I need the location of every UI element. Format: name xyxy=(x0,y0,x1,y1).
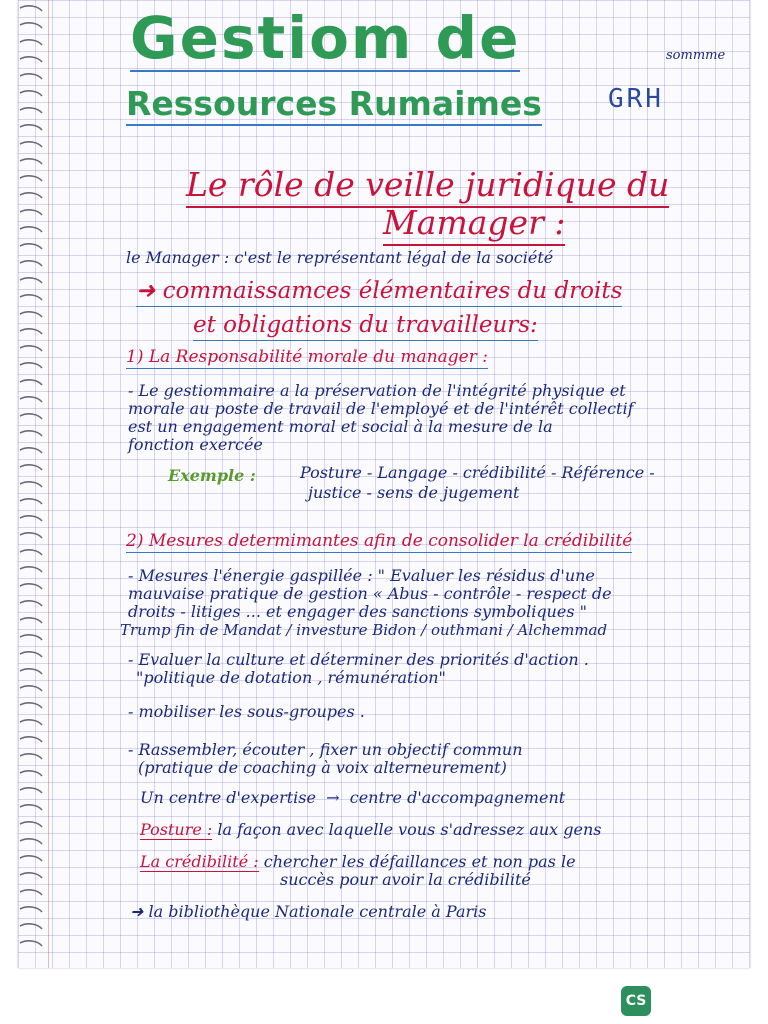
spiral-ring xyxy=(20,329,42,334)
spiral-ring xyxy=(20,771,42,776)
spiral-ring xyxy=(20,567,42,572)
main-heading: Gestiom de xyxy=(130,4,521,72)
example-line2: justice - sens de jugement xyxy=(308,483,520,502)
section-1-heading: 1) La Responsabilité morale du manager : xyxy=(126,347,488,367)
measure-1-line3: droits - litiges ... et engager des sanctions symboliques " xyxy=(128,602,587,621)
grh-label: GRH xyxy=(608,84,664,114)
spiral-ring xyxy=(20,618,42,623)
main-subheading: Ressources Rumaimes xyxy=(126,84,542,126)
spiral-ring xyxy=(20,278,42,283)
spiral-ring xyxy=(20,839,42,844)
spiral-ring xyxy=(20,108,42,113)
measure-4-line2: (pratique de coaching à voix alterneurement) xyxy=(138,758,507,777)
spiral-ring xyxy=(20,397,42,402)
spiral-ring xyxy=(20,499,42,504)
measure-2-line2: "politique de dotation , rémunération" xyxy=(136,668,446,687)
spiral-ring xyxy=(20,873,42,878)
spiral-ring xyxy=(20,414,42,419)
measure-6: Posture : la façon avec laquelle vous s'adressez aux gens xyxy=(140,820,602,839)
spiral-ring xyxy=(20,210,42,215)
measure-7-line2: succès pour avoir la crédibilité xyxy=(280,870,531,889)
spiral-ring xyxy=(20,159,42,164)
measure-8: ➜ la bibliothèque Nationale centrale à Paris xyxy=(130,902,487,921)
spiral-ring xyxy=(20,193,42,198)
margin-note: sommme xyxy=(666,48,726,63)
measure-4-line1: - Rassembler, écouter , fixer un objectif commun xyxy=(128,740,523,759)
spiral-ring xyxy=(20,23,42,28)
spiral-ring xyxy=(20,482,42,487)
spiral-ring xyxy=(20,584,42,589)
right-arrow-icon: → xyxy=(321,788,350,807)
spiral-ring xyxy=(20,805,42,810)
spiral-ring xyxy=(20,635,42,640)
topic-title-line2: Mamager : xyxy=(383,202,565,246)
paragraph-1-line2: morale au poste de travail de l'employé et de l'intérêt collectif xyxy=(128,399,634,418)
spiral-ring xyxy=(20,142,42,147)
credibility-label: La crédibilité : xyxy=(140,852,259,871)
spiral-ring xyxy=(20,907,42,912)
margin-line xyxy=(48,0,49,968)
camscanner-logo-icon: CS xyxy=(621,986,651,1016)
posture-label: Posture : xyxy=(140,820,213,839)
spiral-ring xyxy=(20,788,42,793)
spiral-ring xyxy=(20,57,42,62)
spiral-ring xyxy=(20,448,42,453)
measure-5: Un centre d'expertise → centre d'accompagnement xyxy=(140,788,566,807)
spiral-ring xyxy=(20,516,42,521)
knowledge-line1: ➜ commaissamces élémentaires du droits xyxy=(136,276,622,307)
spiral-ring xyxy=(20,380,42,385)
bullet-arrow-icon: ➜ xyxy=(130,902,149,921)
notebook-page xyxy=(18,0,750,968)
measure-7-line1: La crédibilité : chercher les défaillances et non pas le xyxy=(140,852,576,871)
spiral-ring xyxy=(20,669,42,674)
spiral-ring xyxy=(20,720,42,725)
spiral-ring xyxy=(20,295,42,300)
paragraph-1-line4: fonction exercée xyxy=(128,435,263,454)
spiral-ring xyxy=(20,227,42,232)
spiral-ring xyxy=(20,312,42,317)
measure-3: - mobiliser les sous-groupes . xyxy=(128,702,365,721)
spiral-ring xyxy=(20,40,42,45)
example-line1: Posture - Langage - crédibilité - Référence - xyxy=(300,463,655,482)
spiral-ring xyxy=(20,754,42,759)
spiral-ring xyxy=(20,363,42,368)
measure-2-line1: - Evaluer la culture et déterminer des priorités d'action . xyxy=(128,650,589,669)
paragraph-1-line1: - Le gestiommaire a la préservation de l'intégrité physique et xyxy=(128,381,626,400)
measure-1-line1: - Mesures l'énergie gaspillée : " Evaluer les résidus d'une xyxy=(128,566,595,585)
spiral-ring xyxy=(20,652,42,657)
spiral-ring xyxy=(20,703,42,708)
section-2-heading: 2) Mesures determimantes afin de consolider la crédibilité xyxy=(126,531,633,551)
spiral-ring xyxy=(20,91,42,96)
spiral-ring xyxy=(20,924,42,929)
spiral-ring xyxy=(20,941,42,946)
manager-definition: le Manager : c'est le représentant légal de la société xyxy=(126,248,554,267)
spiral-ring xyxy=(20,244,42,249)
spiral-ring xyxy=(20,890,42,895)
spiral-ring xyxy=(20,74,42,79)
spiral-ring xyxy=(20,686,42,691)
measure-1-line4: Trump fin de Mandat / investure Bidon / outhmani / Alchemmad xyxy=(120,621,608,639)
spiral-ring xyxy=(20,6,42,11)
spiral-ring xyxy=(20,737,42,742)
spiral-ring xyxy=(20,261,42,266)
spiral-ring xyxy=(20,176,42,181)
spiral-ring xyxy=(20,550,42,555)
spiral-ring xyxy=(20,125,42,130)
spiral-ring xyxy=(20,465,42,470)
topic-title-line1: Le rôle de veille juridique du xyxy=(186,164,669,208)
spiral-ring xyxy=(20,533,42,538)
spiral-ring xyxy=(20,346,42,351)
knowledge-line2: et obligations du travailleurs: xyxy=(193,310,538,341)
example-label: Exemple : xyxy=(168,466,256,485)
spiral-ring xyxy=(20,822,42,827)
spiral-ring xyxy=(20,856,42,861)
bullet-arrow-icon: ➜ xyxy=(136,278,163,304)
spiral-ring xyxy=(20,601,42,606)
measure-1-line2: mauvaise pratique de gestion « Abus - contrôle - respect de xyxy=(128,584,612,603)
spiral-ring xyxy=(20,431,42,436)
spiral-binding xyxy=(18,0,48,968)
paragraph-1-line3: est un engagement moral et social à la mesure de la xyxy=(128,417,553,436)
